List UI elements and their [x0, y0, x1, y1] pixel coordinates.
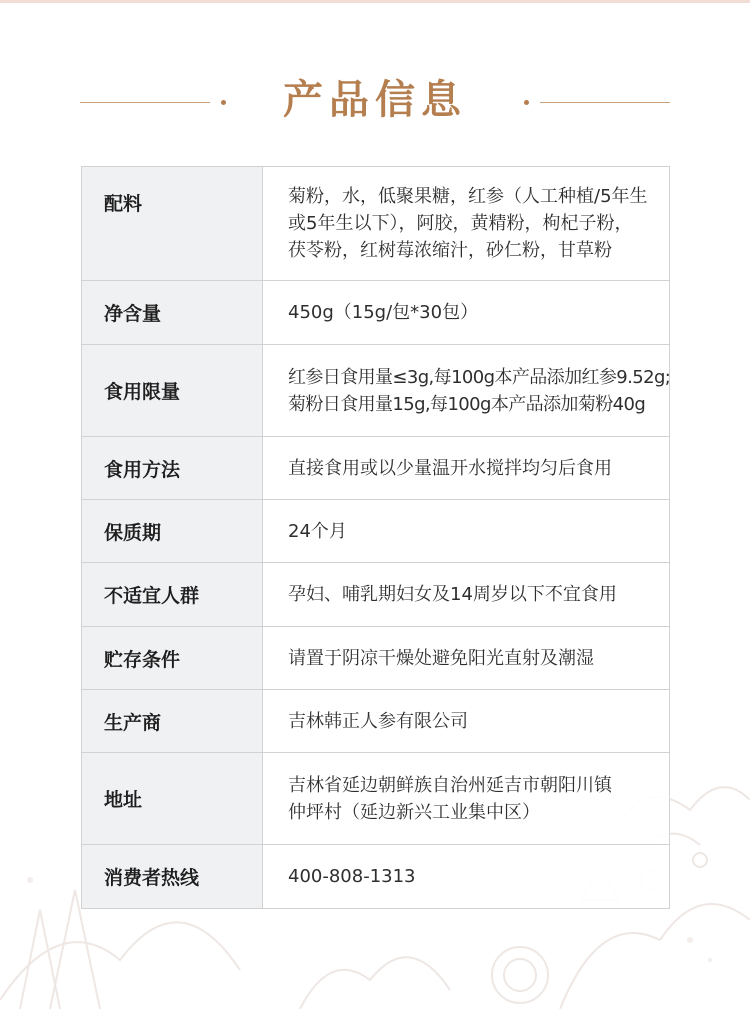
row-address: [82, 753, 670, 845]
row-shelf-life: [82, 500, 670, 563]
value-intake-limit: [263, 345, 670, 437]
value-line: 孕妇、哺乳期妇女及14周岁以下不宜食用: [288, 584, 617, 605]
label-shelf-life: 保质期: [82, 500, 263, 563]
value-net-content: [263, 281, 670, 345]
value-line: 450g（15g/包*30包）: [288, 302, 479, 323]
label-net-content: 净含量: [82, 281, 263, 345]
value-hotline: [263, 845, 670, 909]
value-line: 直接食用或以少量温开水搅拌均匀后食用: [288, 457, 612, 479]
value-storage: [263, 627, 670, 690]
value-ingredients: [263, 167, 670, 281]
value-line: 吉林韩正人参有限公司: [288, 710, 468, 732]
label-usage: 食用方法: [82, 437, 263, 500]
label-hotline: 消费者热线: [82, 845, 263, 909]
header-rule-right: [540, 102, 670, 103]
value-line: 红参日食用量≤3g,每100g本产品添加红参9.52g;: [288, 366, 671, 388]
label-intake-limit: 食用限量: [82, 345, 263, 437]
row-net-content: [82, 281, 670, 345]
value-line: 400-808-1313: [288, 866, 416, 887]
value-line: 菊粉，水，低聚果糖，红参（人工种植/5年生: [288, 186, 648, 207]
value-line: 吉林省延边朝鲜族自治州延吉市朝阳川镇: [288, 774, 612, 796]
value-line: 请置于阴凉干燥处避免阳光直射及潮湿: [288, 647, 594, 669]
label-manufacturer: 生产商: [82, 690, 263, 753]
row-unsuitable-groups: [82, 563, 670, 627]
value-line: 24个月: [288, 520, 347, 542]
top-accent-band: [0, 0, 750, 3]
value-line: 菊粉日食用量15g,每100g本产品添加菊粉40g: [288, 393, 646, 415]
header-dot-right: [524, 100, 529, 105]
value-unsuitable-groups: [263, 563, 670, 627]
value-line: 或5年生以下），阿胶，黄精粉，枸杞子粉，: [288, 213, 633, 234]
value-shelf-life: [263, 500, 670, 563]
label-ingredients: 配料: [82, 167, 263, 281]
value-line: 仲坪村（延边新兴工业集中区）: [288, 801, 540, 823]
value-usage: [263, 437, 670, 500]
row-intake-limit: [82, 345, 670, 437]
row-usage: [82, 437, 670, 500]
page-title: 产品信息: [283, 77, 467, 123]
label-unsuitable-groups: 不适宜人群: [82, 563, 263, 627]
row-manufacturer: [82, 690, 670, 753]
value-address: [263, 753, 670, 845]
row-ingredients: [82, 167, 670, 281]
product-info-table: [81, 166, 670, 909]
value-line: 茯苓粉，红树莓浓缩汁，砂仁粉，甘草粉: [288, 240, 612, 261]
section-header: [0, 60, 750, 140]
label-address: 地址: [82, 753, 263, 845]
row-storage: [82, 627, 670, 690]
value-manufacturer: [263, 690, 670, 753]
row-hotline: [82, 845, 670, 909]
label-storage: 贮存条件: [82, 627, 263, 690]
